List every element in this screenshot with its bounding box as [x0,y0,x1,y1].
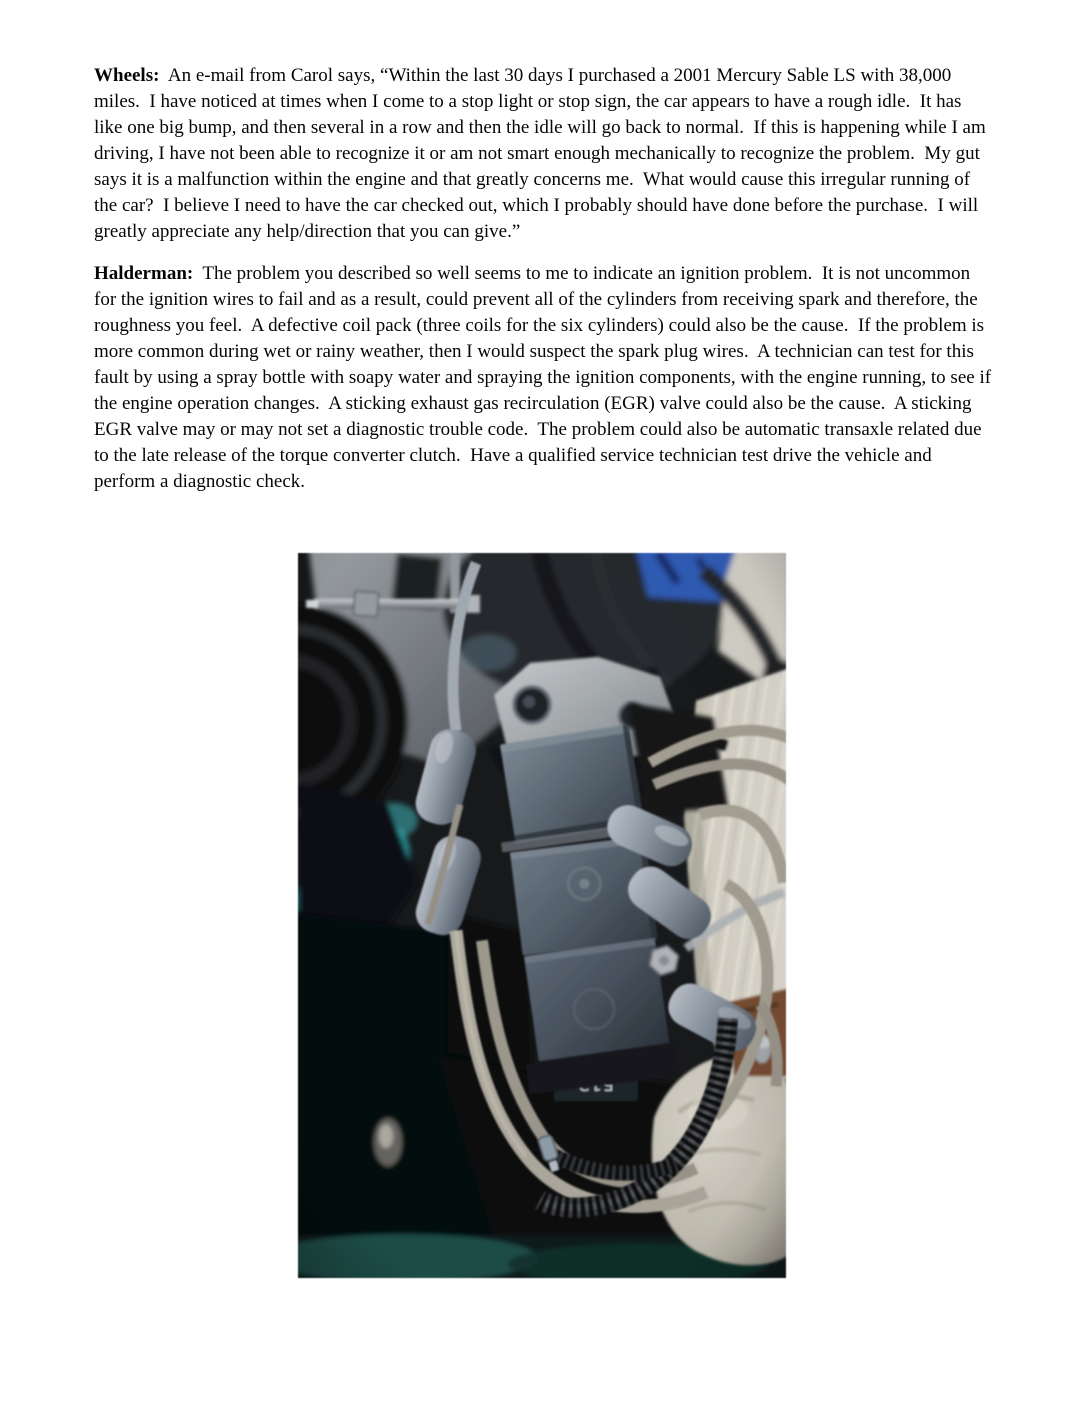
answer-paragraph [94,261,994,495]
engine-compartment-photo [298,553,786,1278]
vignette [298,553,786,1278]
article-text [94,63,994,495]
answer-label: Halderman: [94,263,194,284]
question-paragraph [94,63,994,245]
question-label: Wheels: [94,65,160,86]
answer-text: The problem you described so well seems to me to indicate an ignition problem. It is not uncommon for the ignition wires to fail and as a result, could prevent all of the cylinders from receiving spark and therefore, the roughness you feel. A defective coil pack (three coils for the six cylinders) could also be the cause. If the problem is more common during wet or rainy weather, then I would suspect the spark plug wires. A technician can test for this fault by using a spray bottle with soapy water and spraying the ignition components, with the engine running, to see if the engine operation changes. A sticking exhaust gas recirculation (EGR) valve could also be the cause. A sticking EGR valve may or may not set a diagnostic trouble code. The problem could also be automatic transaxle related due to the late release of the torque converter clutch. Have a qualified service technician test drive the vehicle and perform a diagnostic check. [94,263,996,492]
question-text: An e-mail from Carol says, “Within the last 30 days I purchased a 2001 Mercury Sable LS with 38,000 miles. I have noticed at times when I come to a stop light or stop sign, the car appears to have a rough idle. It has like one big bump, and then several in a row and then the idle will go back to normal. If this is happening while I am driving, I have not been able to recognize it or am not smart enough mechanically to recognize the problem. My gut says it is a malfunction within the engine and that greatly concerns me. What would cause this irregular running of the car? I believe I need to have the car checked out, which I probably should have done before the purchase. I will greatly appreciate any help/direction that you can give.” [94,65,991,242]
